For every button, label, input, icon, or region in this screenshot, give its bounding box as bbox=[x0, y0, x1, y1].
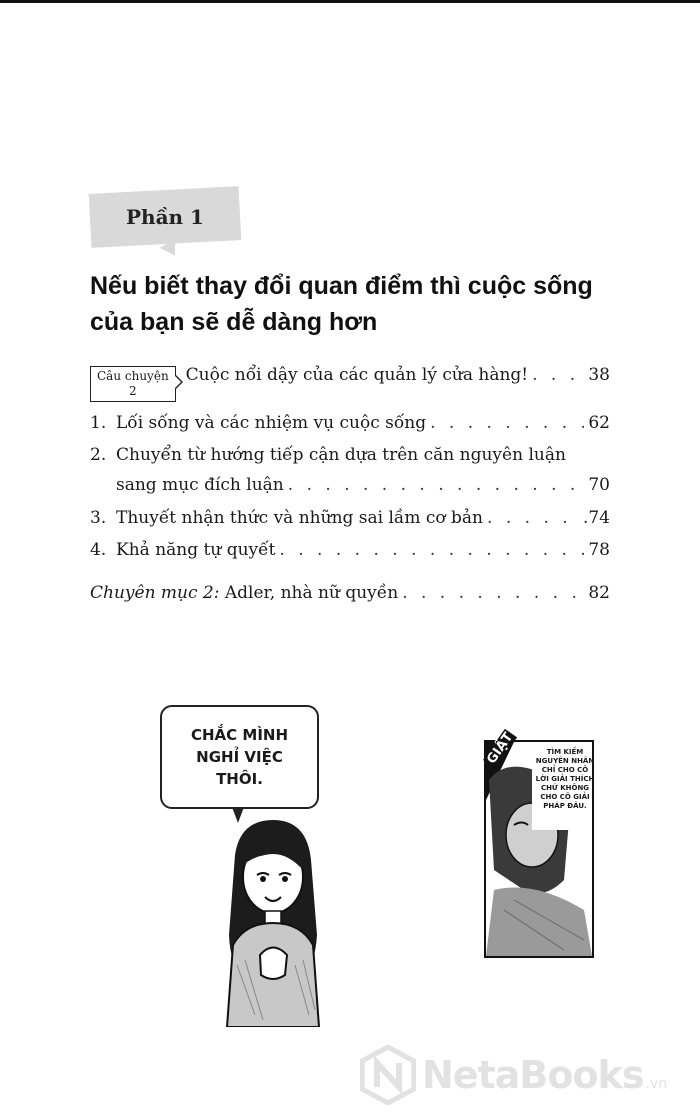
toc-item-label: Thuyết nhận thức và những sai lầm cơ bản bbox=[116, 508, 484, 528]
leader-dots bbox=[402, 580, 584, 606]
part-label-tag bbox=[89, 186, 242, 248]
leader-dots bbox=[487, 505, 579, 531]
panel-caption: TÌM KIẾM NGUYÊN NHÂN CHỈ CHO CÔ LỜI GIẢI THÍCH CHỨ KHÔNG CHO CÔ GIẢI PHÁP ĐÂU. bbox=[535, 748, 595, 810]
top-rule bbox=[0, 0, 700, 3]
toc-item[interactable] bbox=[90, 537, 610, 563]
story-box-label: Câu chuyện bbox=[97, 369, 169, 383]
watermark-tld: .vn bbox=[645, 1076, 668, 1092]
leader-dots bbox=[532, 362, 584, 388]
bubble-line2: NGHỈ VIỆC bbox=[196, 748, 283, 766]
toc-column-entry[interactable] bbox=[90, 580, 610, 606]
toc-item-label: Khả năng tự quyết bbox=[116, 540, 276, 560]
part-label: Phần 1 bbox=[126, 205, 204, 229]
toc-story-entry[interactable] bbox=[90, 362, 610, 402]
toc-item-page: .74 bbox=[582, 508, 610, 528]
toc-item-label: Chuyển từ hướng tiếp cận dựa trên căn nguyên luận bbox=[116, 445, 566, 465]
girl-illustration bbox=[205, 815, 340, 1027]
bubble-line3: THÔI. bbox=[216, 770, 263, 788]
column-label: Adler, nhà nữ quyền bbox=[224, 583, 399, 603]
watermark-brand: NetaBooks bbox=[422, 1053, 644, 1097]
bubble-line1: CHẮC MÌNH bbox=[190, 726, 289, 744]
story-box-number: 2 bbox=[129, 384, 137, 398]
toc-item-number: 4. bbox=[90, 540, 107, 560]
toc-item-label: Lối sống và các nhiệm vụ cuộc sống bbox=[116, 413, 427, 433]
leader-dots bbox=[430, 410, 584, 436]
leader-dots bbox=[279, 537, 584, 563]
part-title bbox=[90, 268, 650, 340]
sfx-label: GIẬT bbox=[484, 730, 517, 767]
story-page: 38 bbox=[588, 365, 610, 385]
watermark bbox=[360, 1045, 667, 1105]
story-box bbox=[90, 366, 176, 402]
column-prefix: Chuyên mục 2: bbox=[90, 583, 220, 603]
toc-item-number: 2. bbox=[90, 445, 107, 465]
toc-item-page: 78 bbox=[588, 540, 610, 560]
part-title-line2: của bạn sẽ dễ dàng hơn bbox=[90, 308, 378, 336]
toc-item[interactable] bbox=[90, 442, 610, 498]
toc-item-page: 62 bbox=[588, 413, 610, 433]
toc-item-label-continued: sang mục đích luận bbox=[116, 475, 284, 495]
speech-bubble bbox=[160, 705, 319, 809]
toc-item[interactable] bbox=[90, 505, 610, 531]
leader-dots bbox=[288, 472, 584, 498]
toc-item-page: 70 bbox=[588, 475, 610, 495]
part-title-line1: Nếu biết thay đổi quan điểm thì cuộc sống bbox=[90, 272, 593, 300]
toc-item-number: 3. bbox=[90, 508, 107, 528]
column-page: 82 bbox=[588, 583, 610, 603]
toc-item-number: 1. bbox=[90, 413, 107, 433]
toc-item[interactable] bbox=[90, 410, 610, 436]
netabooks-logo-icon bbox=[360, 1045, 416, 1105]
story-title: Cuộc nổi dậy của các quản lý cửa hàng! bbox=[185, 365, 529, 385]
